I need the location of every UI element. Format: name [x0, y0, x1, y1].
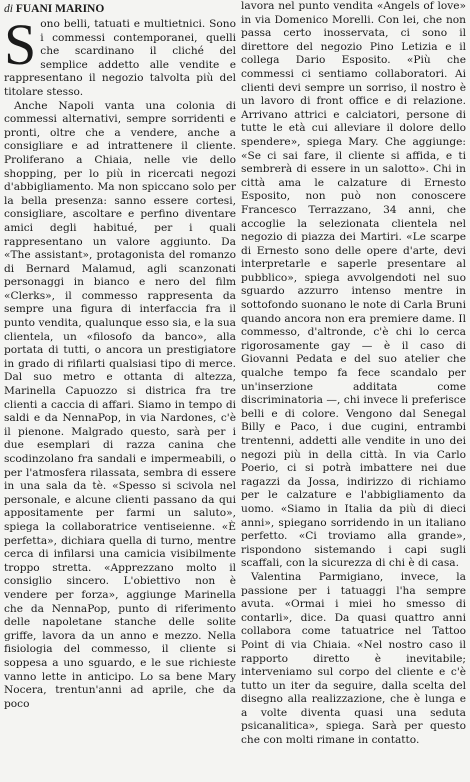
article-paragraph	[4, 18, 236, 100]
paragraph-text: ono belli, tatuati e multietnici. Sono i commessi contemporanei, quelli che scardinano il cliché del semplice addetto alle vendite e rappresentano il negozio talvolta più del titolare stesso.	[4, 18, 236, 98]
article-column-right	[241, 0, 466, 778]
article-paragraph: lavora nel punto vendita «Angels of love» in via Domenico Morelli. Con lei, che non passa certo inosservata, ci sono il direttore del negozio Pino Letizia e il collega Dario Esposito. «Più che commessi ci sentiamo collaboratori. Ai clienti devi sempre un sorriso, il nostro è un lavoro di front office e di relazione. Arrivano attrici e calciatori, persone di tutte le età cui alleviare il dolore dello spendere», spiega Mary. Che aggiunge: «Se ci sai fare, il cliente si affida, e ti sembrerà di essere in un salotto». Chi in città ama le calzature di Ernesto Esposito, non può non conoscere Francesco Terrazzano, 34 anni, che accoglie la selezionata clientela nel negozio di piazza dei Martiri. «Le scarpe di Ernesto sono delle opere d'arte, devi interpretarle e saperle presentare al pubblico», spiega avvolgendoti nel suo sguardo azzurro intenso mentre in sottofondo suonano le note di Carla Bruni quando ancora non era premiere dame. Il commesso, d'altronde, c'è chi lo cerca rigorosamente gay — è il caso di Giovanni Pedata e del suo atelier che qualche tempo fa fece scandalo per un'inserzione additata come discriminatoria —, chi invece li preferisce belli e di colore. Vengono dal Senegal Billy e Paco, i due cugini, entrambi trentenni, addetti alle vendite in uno dei negozi più in della città. In via Carlo Poerio, ci si potrà imbattere nei due ragazzi da Jossa, indirizzo di richiamo per le calzature e l'abbigliamento da uomo. «Siamo in Italia da più di dieci anni», spiegano sorridendo in un italiano perfetto. «Ci troviamo alla grande», rispondono sistemando i capi sugli scaffali, con la sicurezza di chi è di casa.	[241, 0, 466, 570]
article-paragraph: Anche Napoli vanta una colonia di commessi alternativi, sempre sorridenti e pronti, oltre che a vendere, anche a consigliare e ad intrattenere il cliente. Proliferano a Chiaia, nelle vie dello shopping, per lo più in ricercati negozi d'abbigliamento. Ma non spiccano solo per la bella presenza: sanno essere cortesi, consigliare, ascoltare e perfino diventare amici degli habitué, per i quali rappresentano un valore aggiunto. Da «The assistant», protagonista del romanzo di Bernard Malamud, agli scanzonati personaggi in bianco e nero del film «Clerks», il commesso rappresenta da sempre una figura di interfaccia fra il punto vendita, qualunque esso sia, e la sua clientela, un «filosofo da banco», alla portata di tutti, o ancora un prestigiatore in grado di rifilarti qualsiasi tipo di merce. Dal suo metro e ottanta di altezza, Marinella Capuozzo si districa fra tre clienti a caccia di affari. Siamo in tempo di saldi e da NennaPop, in via Nardones, c'è il pienone. Malgrado questo, sarà per i due esemplari di razza canina che scodinzolano fra sandali e impermeabili, o per l'atmosfera rilassata, sembra di essere in una sala da tè. «Spesso si scivola nel personale, e alcune clienti passano da qui appositamente per farmi un saluto», spiega la collaboratrice ventiseienne. «È perfetta», dichiara quella di turno, mentre cerca di infilarsi una camicia visibilmente troppo stretta. «Apprezzano molto il consiglio sincero. L'obiettivo non è vendere per forza», aggiunge Marinella che da NennaPop, punto di riferimento delle napoletane stanche delle solite griffe, lavora da un anno e mezzo. Nella fisiologia del commesso, il cliente si soppesa a uno sguardo, e le sue richieste vanno lette in anticipo. Lo sa bene Mary Nocera, trentun'anni ad aprile, che da poco	[4, 99, 236, 710]
article-column-left	[4, 18, 236, 778]
byline-prefix: di	[4, 3, 13, 15]
article-paragraph: Valentina Parmigiano, invece, la passione per i tatuaggi l'ha sempre avuta. «Ormai i miei ho smesso di contarli», dice. Da quasi quattro anni collabora come tatuatrice nel Tattoo Point di via Chiaia. «Nel nostro caso il rapporto diretto è inevitabile; interveniamo sul corpo del cliente e c'è tutto un iter da seguire, dalla scelta del disegno alla realizzazione, che è lunga e a volte diventa quasi una seduta psicanalitica», spiega. Sarà per questo che con molti rimane in contatto.	[241, 570, 466, 747]
drop-cap: S	[4, 18, 37, 77]
byline	[4, 2, 104, 16]
byline-author: FUANI MARINO	[15, 3, 105, 15]
